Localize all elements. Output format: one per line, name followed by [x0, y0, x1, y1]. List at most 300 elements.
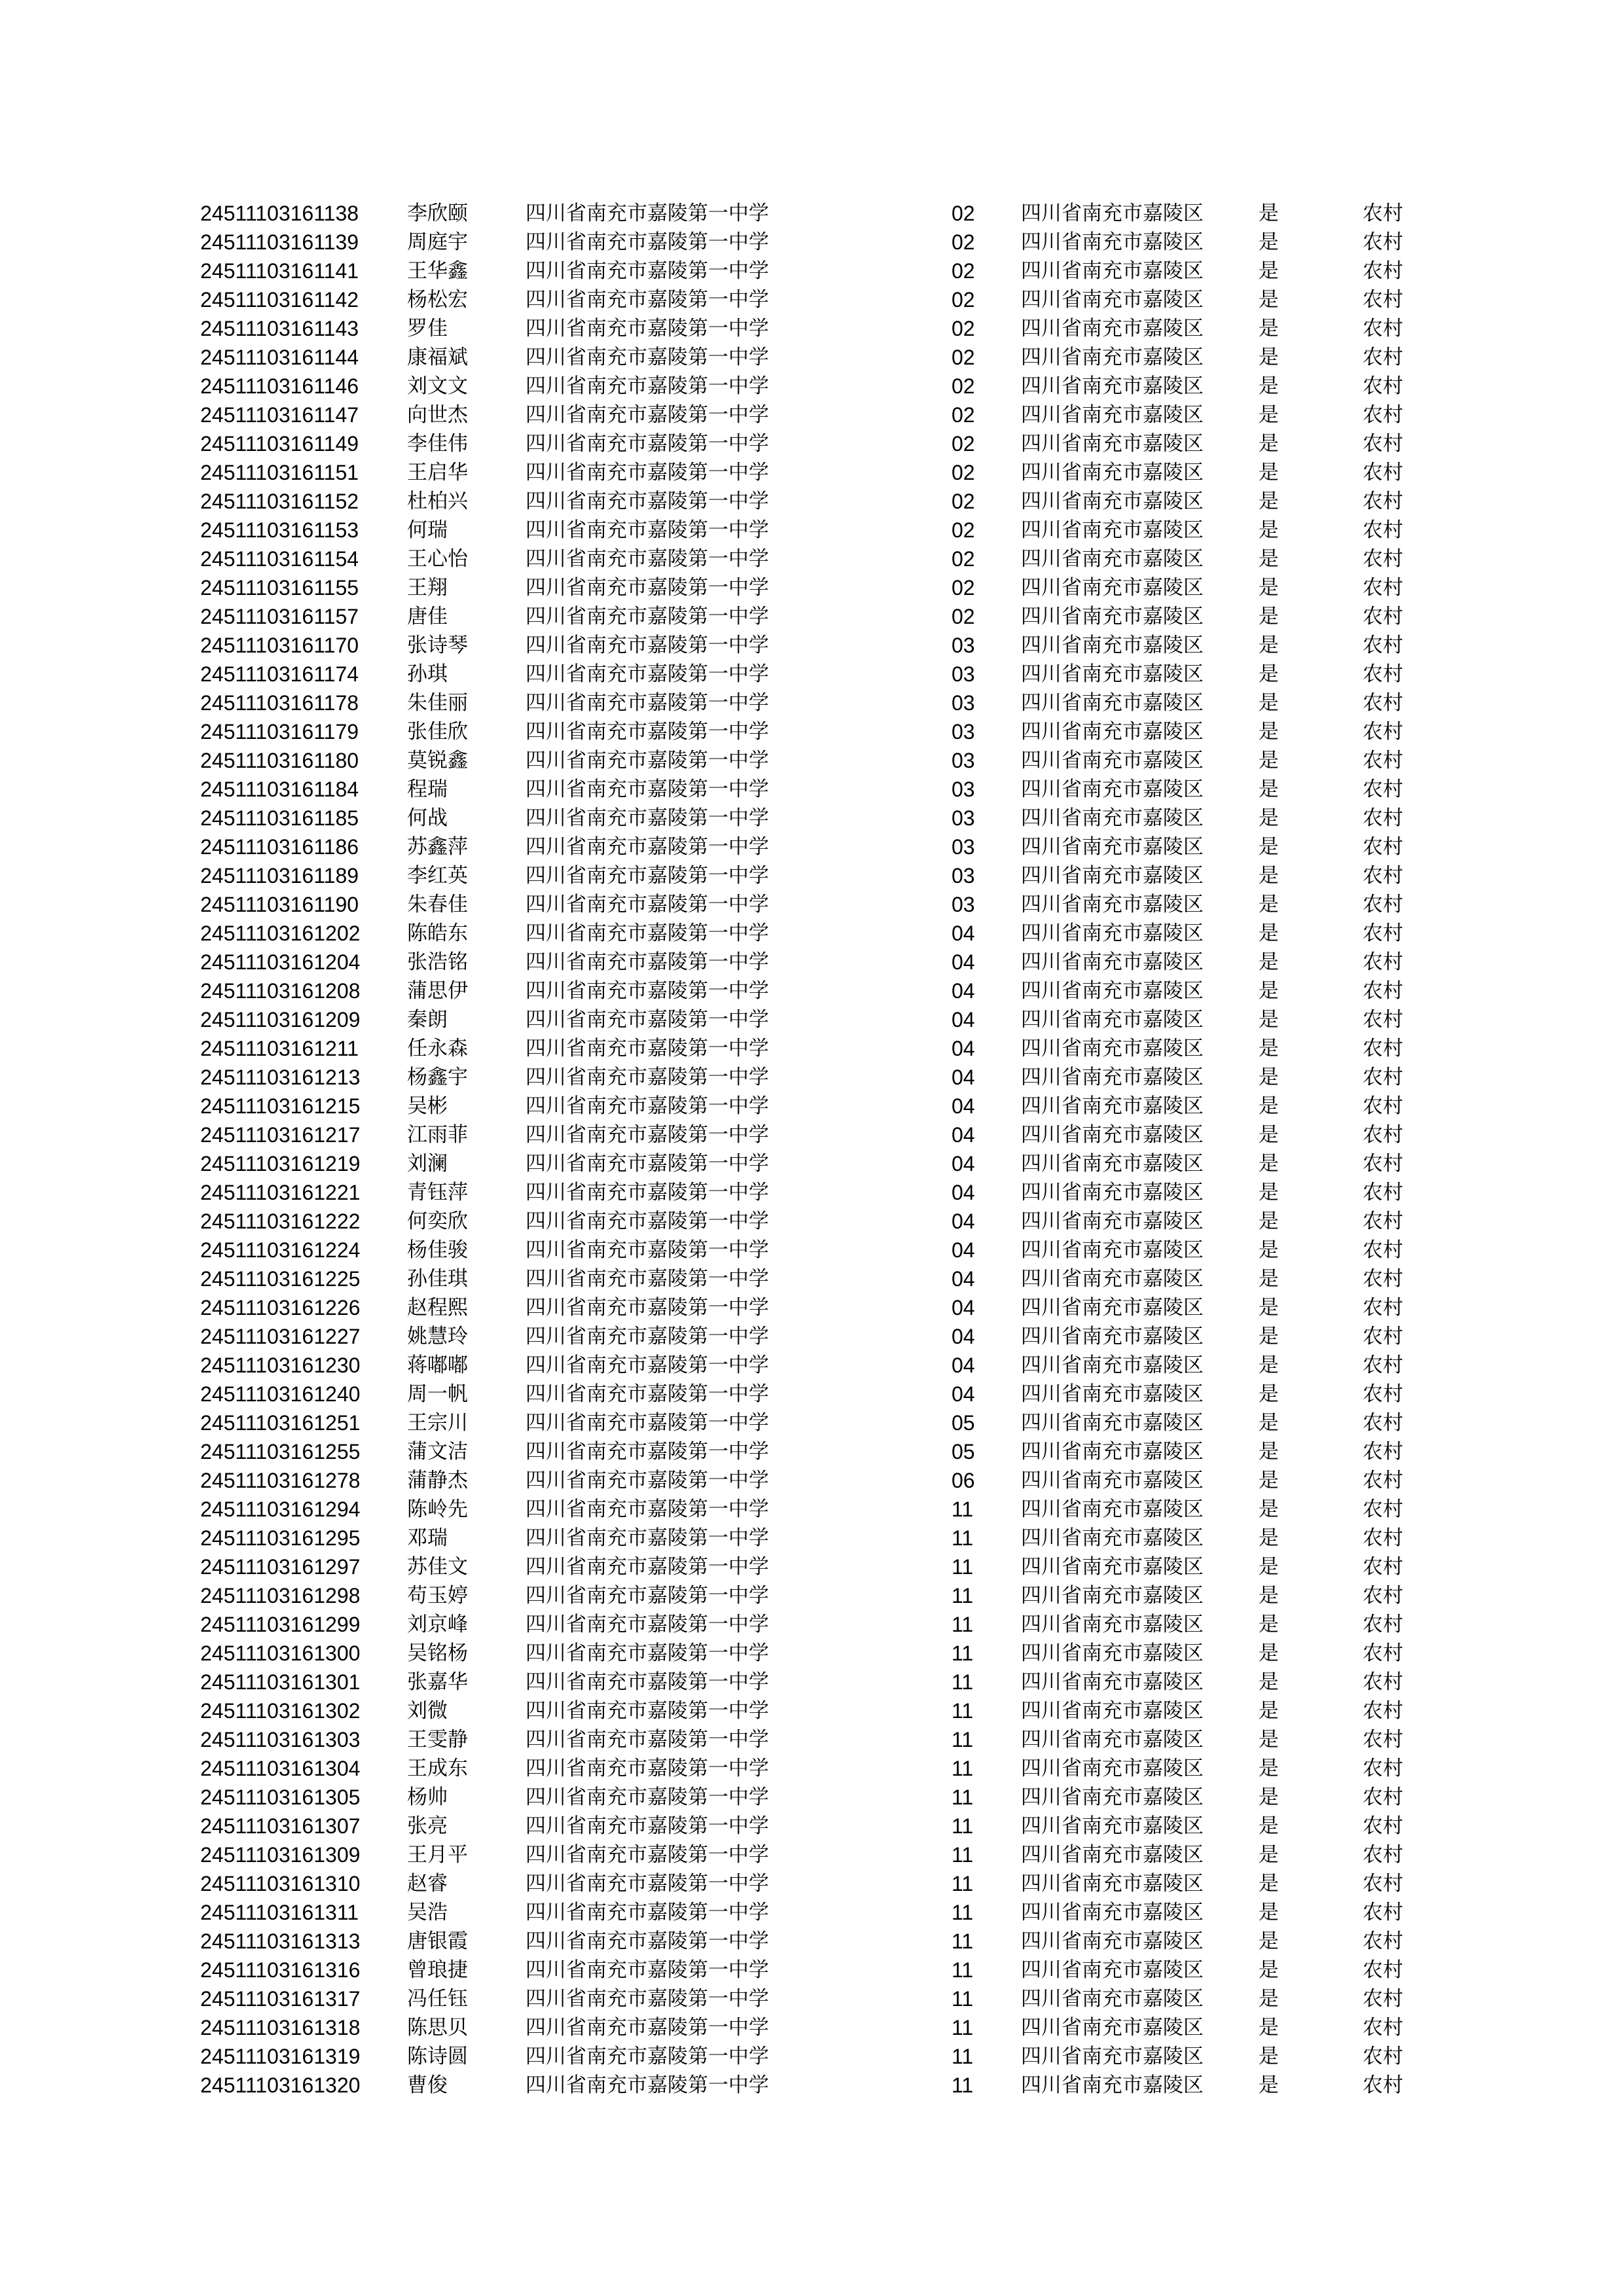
school-name-cell: 四川省南充市嘉陵第一中学 — [526, 1123, 769, 1147]
candidate-id-cell: 24511103161278 — [200, 1469, 361, 1492]
table-row — [0, 458, 1623, 487]
candidate-id-cell: 24511103161149 — [200, 432, 359, 456]
school-name-cell: 四川省南充市嘉陵第一中学 — [526, 1238, 769, 1262]
region-cell: 四川省南充市嘉陵区 — [1021, 1785, 1204, 1809]
residence-type-cell: 农村 — [1363, 1584, 1403, 1607]
student-name-cell: 周一帆 — [407, 1382, 468, 1406]
table-row — [0, 516, 1623, 545]
candidate-id-cell: 24511103161240 — [200, 1382, 361, 1406]
class-number-cell: 04 — [952, 950, 975, 974]
table-row — [0, 1927, 1623, 1956]
table-row — [0, 1956, 1623, 1984]
candidate-id-cell: 24511103161215 — [200, 1094, 361, 1118]
class-number-cell: 02 — [952, 403, 975, 427]
school-name-cell: 四川省南充市嘉陵第一中学 — [526, 1469, 769, 1492]
eligibility-flag-cell: 是 — [1258, 1469, 1279, 1492]
table-row — [0, 1754, 1623, 1783]
residence-type-cell: 农村 — [1363, 1814, 1403, 1838]
class-number-cell: 11 — [952, 1498, 974, 1521]
class-number-cell: 04 — [952, 1238, 975, 1262]
residence-type-cell: 农村 — [1363, 490, 1403, 513]
student-name-cell: 王雯静 — [407, 1728, 468, 1751]
eligibility-flag-cell: 是 — [1258, 720, 1279, 744]
table-row — [0, 1380, 1623, 1408]
region-cell: 四川省南充市嘉陵区 — [1021, 2045, 1204, 2068]
table-row — [0, 2042, 1623, 2071]
region-cell: 四川省南充市嘉陵区 — [1021, 749, 1204, 772]
school-name-cell: 四川省南充市嘉陵第一中学 — [526, 259, 769, 283]
residence-type-cell: 农村 — [1363, 1958, 1403, 1982]
residence-type-cell: 农村 — [1363, 1411, 1403, 1435]
class-number-cell: 05 — [952, 1411, 975, 1435]
table-row — [0, 1696, 1623, 1725]
student-name-cell: 刘澜 — [407, 1152, 448, 1175]
school-name-cell: 四川省南充市嘉陵第一中学 — [526, 1728, 769, 1751]
region-cell: 四川省南充市嘉陵区 — [1021, 1987, 1204, 2011]
class-number-cell: 04 — [952, 1123, 975, 1147]
school-name-cell: 四川省南充市嘉陵第一中学 — [526, 432, 769, 456]
table-row — [0, 977, 1623, 1005]
candidate-id-cell: 24511103161221 — [200, 1181, 361, 1204]
region-cell: 四川省南充市嘉陵区 — [1021, 518, 1204, 542]
region-cell: 四川省南充市嘉陵区 — [1021, 1757, 1204, 1780]
school-name-cell: 四川省南充市嘉陵第一中学 — [526, 1066, 769, 1089]
class-number-cell: 11 — [952, 1555, 974, 1579]
candidate-id-cell: 24511103161318 — [200, 2016, 361, 2039]
school-name-cell: 四川省南充市嘉陵第一中学 — [526, 691, 769, 715]
region-cell: 四川省南充市嘉陵区 — [1021, 1641, 1204, 1665]
school-name-cell: 四川省南充市嘉陵第一中学 — [526, 1181, 769, 1204]
school-name-cell: 四川省南充市嘉陵第一中学 — [526, 1498, 769, 1521]
residence-type-cell: 农村 — [1363, 864, 1403, 888]
candidate-id-cell: 24511103161179 — [200, 720, 359, 744]
student-name-cell: 姚慧玲 — [407, 1325, 468, 1348]
region-cell: 四川省南充市嘉陵区 — [1021, 605, 1204, 628]
class-number-cell: 02 — [952, 432, 975, 456]
school-name-cell: 四川省南充市嘉陵第一中学 — [526, 950, 769, 974]
school-name-cell: 四川省南充市嘉陵第一中学 — [526, 1267, 769, 1291]
student-name-cell: 莫锐鑫 — [407, 749, 468, 772]
student-name-cell: 苟玉婷 — [407, 1584, 468, 1607]
eligibility-flag-cell: 是 — [1258, 1498, 1279, 1521]
table-row — [0, 833, 1623, 861]
residence-type-cell: 农村 — [1363, 1872, 1403, 1895]
table-row — [0, 1466, 1623, 1495]
student-name-cell: 张诗琴 — [407, 634, 468, 657]
eligibility-flag-cell: 是 — [1258, 835, 1279, 859]
candidate-id-cell: 24511103161226 — [200, 1296, 361, 1319]
candidate-id-cell: 24511103161304 — [200, 1757, 361, 1780]
region-cell: 四川省南充市嘉陵区 — [1021, 893, 1204, 916]
candidate-id-cell: 24511103161297 — [200, 1555, 361, 1579]
eligibility-flag-cell: 是 — [1258, 691, 1279, 715]
candidate-id-cell: 24511103161157 — [200, 605, 359, 628]
eligibility-flag-cell: 是 — [1258, 1641, 1279, 1665]
table-row — [0, 343, 1623, 372]
residence-type-cell: 农村 — [1363, 547, 1403, 571]
student-name-cell: 曾琅捷 — [407, 1958, 468, 1982]
student-name-cell: 张浩铭 — [407, 950, 468, 974]
eligibility-flag-cell: 是 — [1258, 605, 1279, 628]
student-name-cell: 杨帅 — [407, 1785, 448, 1809]
class-number-cell: 02 — [952, 346, 975, 369]
student-name-cell: 秦朗 — [407, 1008, 448, 1031]
eligibility-flag-cell: 是 — [1258, 1296, 1279, 1319]
eligibility-flag-cell: 是 — [1258, 662, 1279, 686]
school-name-cell: 四川省南充市嘉陵第一中学 — [526, 1152, 769, 1175]
school-name-cell: 四川省南充市嘉陵第一中学 — [526, 202, 769, 225]
candidate-id-cell: 24511103161298 — [200, 1584, 361, 1607]
student-name-cell: 赵睿 — [407, 1872, 448, 1895]
student-name-cell: 蒲静杰 — [407, 1469, 468, 1492]
student-name-cell: 刘文文 — [407, 374, 468, 398]
student-name-cell: 李红英 — [407, 864, 468, 888]
residence-type-cell: 农村 — [1363, 1641, 1403, 1665]
residence-type-cell: 农村 — [1363, 1757, 1403, 1780]
eligibility-flag-cell: 是 — [1258, 374, 1279, 398]
student-name-cell: 唐银霞 — [407, 1929, 468, 1953]
school-name-cell: 四川省南充市嘉陵第一中学 — [526, 720, 769, 744]
student-name-cell: 朱春佳 — [407, 893, 468, 916]
eligibility-flag-cell: 是 — [1258, 2073, 1279, 2097]
candidate-id-cell: 24511103161219 — [200, 1152, 361, 1175]
school-name-cell: 四川省南充市嘉陵第一中学 — [526, 1901, 769, 1924]
residence-type-cell: 农村 — [1363, 346, 1403, 369]
school-name-cell: 四川省南充市嘉陵第一中学 — [526, 1296, 769, 1319]
residence-type-cell: 农村 — [1363, 1613, 1403, 1636]
table-row — [0, 1783, 1623, 1812]
candidate-id-cell: 24511103161154 — [200, 547, 359, 571]
eligibility-flag-cell: 是 — [1258, 950, 1279, 974]
eligibility-flag-cell: 是 — [1258, 432, 1279, 456]
candidate-id-cell: 24511103161294 — [200, 1498, 361, 1521]
region-cell: 四川省南充市嘉陵区 — [1021, 864, 1204, 888]
eligibility-flag-cell: 是 — [1258, 1382, 1279, 1406]
class-number-cell: 04 — [952, 1210, 975, 1233]
residence-type-cell: 农村 — [1363, 374, 1403, 398]
residence-type-cell: 农村 — [1363, 1267, 1403, 1291]
class-number-cell: 03 — [952, 720, 975, 744]
eligibility-flag-cell: 是 — [1258, 1440, 1279, 1463]
table-row — [0, 1149, 1623, 1178]
residence-type-cell: 农村 — [1363, 1785, 1403, 1809]
eligibility-flag-cell: 是 — [1258, 259, 1279, 283]
eligibility-flag-cell: 是 — [1258, 1670, 1279, 1694]
student-name-cell: 陈思贝 — [407, 2016, 468, 2039]
eligibility-flag-cell: 是 — [1258, 1238, 1279, 1262]
class-number-cell: 11 — [952, 1901, 974, 1924]
student-name-cell: 李佳伟 — [407, 432, 468, 456]
school-name-cell: 四川省南充市嘉陵第一中学 — [526, 403, 769, 427]
candidate-id-cell: 24511103161152 — [200, 490, 359, 513]
residence-type-cell: 农村 — [1363, 288, 1403, 312]
table-row — [0, 1265, 1623, 1293]
school-name-cell: 四川省南充市嘉陵第一中学 — [526, 346, 769, 369]
student-name-cell: 蒲思伊 — [407, 979, 468, 1003]
table-row — [0, 257, 1623, 285]
table-row — [0, 228, 1623, 257]
class-number-cell: 04 — [952, 1181, 975, 1204]
candidate-id-cell: 24511103161144 — [200, 346, 359, 369]
region-cell: 四川省南充市嘉陵区 — [1021, 490, 1204, 513]
table-row — [0, 1552, 1623, 1581]
school-name-cell: 四川省南充市嘉陵第一中学 — [526, 893, 769, 916]
candidate-id-cell: 24511103161217 — [200, 1123, 361, 1147]
residence-type-cell: 农村 — [1363, 1440, 1403, 1463]
student-name-cell: 杜柏兴 — [407, 490, 468, 513]
candidate-id-cell: 24511103161211 — [200, 1037, 359, 1060]
table-row — [0, 1812, 1623, 1840]
candidate-id-cell: 24511103161307 — [200, 1814, 361, 1838]
student-name-cell: 赵程熙 — [407, 1296, 468, 1319]
residence-type-cell: 农村 — [1363, 893, 1403, 916]
class-number-cell: 02 — [952, 317, 975, 340]
eligibility-flag-cell: 是 — [1258, 778, 1279, 801]
table-row — [0, 1178, 1623, 1207]
residence-type-cell: 农村 — [1363, 1181, 1403, 1204]
school-name-cell: 四川省南充市嘉陵第一中学 — [526, 778, 769, 801]
table-row — [0, 1207, 1623, 1236]
class-number-cell: 04 — [952, 1008, 975, 1031]
student-name-cell: 孙琪 — [407, 662, 448, 686]
class-number-cell: 02 — [952, 259, 975, 283]
class-number-cell: 02 — [952, 518, 975, 542]
region-cell: 四川省南充市嘉陵区 — [1021, 1555, 1204, 1579]
eligibility-flag-cell: 是 — [1258, 202, 1279, 225]
table-row — [0, 285, 1623, 314]
region-cell: 四川省南充市嘉陵区 — [1021, 1123, 1204, 1147]
student-name-cell: 唐佳 — [407, 605, 448, 628]
region-cell: 四川省南充市嘉陵区 — [1021, 835, 1204, 859]
residence-type-cell: 农村 — [1363, 1354, 1403, 1377]
residence-type-cell: 农村 — [1363, 518, 1403, 542]
class-number-cell: 03 — [952, 806, 975, 830]
candidate-id-cell: 24511103161316 — [200, 1958, 361, 1982]
candidate-id-cell: 24511103161213 — [200, 1066, 361, 1089]
residence-type-cell: 农村 — [1363, 1498, 1403, 1521]
residence-type-cell: 农村 — [1363, 720, 1403, 744]
school-name-cell: 四川省南充市嘉陵第一中学 — [526, 576, 769, 600]
eligibility-flag-cell: 是 — [1258, 1843, 1279, 1867]
table-row — [0, 602, 1623, 631]
table-row — [0, 545, 1623, 573]
region-cell: 四川省南充市嘉陵区 — [1021, 2016, 1204, 2039]
table-row — [0, 1005, 1623, 1034]
table-row — [0, 1984, 1623, 2013]
class-number-cell: 02 — [952, 576, 975, 600]
residence-type-cell: 农村 — [1363, 461, 1403, 484]
student-name-cell: 王翔 — [407, 576, 448, 600]
school-name-cell: 四川省南充市嘉陵第一中学 — [526, 1440, 769, 1463]
table-row — [0, 199, 1623, 228]
residence-type-cell: 农村 — [1363, 1210, 1403, 1233]
eligibility-flag-cell: 是 — [1258, 461, 1279, 484]
candidate-id-cell: 24511103161202 — [200, 922, 361, 945]
region-cell: 四川省南充市嘉陵区 — [1021, 1901, 1204, 1924]
residence-type-cell: 农村 — [1363, 1843, 1403, 1867]
student-name-cell: 王成东 — [407, 1757, 468, 1780]
eligibility-flag-cell: 是 — [1258, 1555, 1279, 1579]
class-number-cell: 05 — [952, 1440, 975, 1463]
eligibility-flag-cell: 是 — [1258, 1066, 1279, 1089]
region-cell: 四川省南充市嘉陵区 — [1021, 806, 1204, 830]
eligibility-flag-cell: 是 — [1258, 346, 1279, 369]
class-number-cell: 04 — [952, 1267, 975, 1291]
table-row — [0, 1063, 1623, 1092]
school-name-cell: 四川省南充市嘉陵第一中学 — [526, 230, 769, 254]
candidate-id-cell: 24511103161224 — [200, 1238, 361, 1262]
student-name-cell: 向世杰 — [407, 403, 468, 427]
eligibility-flag-cell: 是 — [1258, 2016, 1279, 2039]
student-name-cell: 程瑞 — [407, 778, 448, 801]
table-row — [0, 429, 1623, 458]
student-name-cell: 刘微 — [407, 1699, 448, 1723]
student-name-cell: 何奕欣 — [407, 1210, 468, 1233]
class-number-cell: 02 — [952, 461, 975, 484]
residence-type-cell: 农村 — [1363, 1094, 1403, 1118]
region-cell: 四川省南充市嘉陵区 — [1021, 1958, 1204, 1982]
residence-type-cell: 农村 — [1363, 1699, 1403, 1723]
candidate-id-cell: 24511103161319 — [200, 2045, 361, 2068]
class-number-cell: 11 — [952, 1584, 974, 1607]
residence-type-cell: 农村 — [1363, 2073, 1403, 2097]
student-name-cell: 朱佳丽 — [407, 691, 468, 715]
table-row — [0, 1668, 1623, 1696]
table-row — [0, 1322, 1623, 1351]
region-cell: 四川省南充市嘉陵区 — [1021, 1670, 1204, 1694]
region-cell: 四川省南充市嘉陵区 — [1021, 346, 1204, 369]
school-name-cell: 四川省南充市嘉陵第一中学 — [526, 1037, 769, 1060]
residence-type-cell: 农村 — [1363, 2045, 1403, 2068]
class-number-cell: 04 — [952, 1152, 975, 1175]
student-name-cell: 青钰萍 — [407, 1181, 468, 1204]
school-name-cell: 四川省南充市嘉陵第一中学 — [526, 749, 769, 772]
table-row — [0, 1898, 1623, 1927]
region-cell: 四川省南充市嘉陵区 — [1021, 1325, 1204, 1348]
region-cell: 四川省南充市嘉陵区 — [1021, 1469, 1204, 1492]
class-number-cell: 04 — [952, 1382, 975, 1406]
eligibility-flag-cell: 是 — [1258, 1584, 1279, 1607]
candidate-id-cell: 24511103161155 — [200, 576, 359, 600]
candidate-id-cell: 24511103161295 — [200, 1526, 361, 1550]
region-cell: 四川省南充市嘉陵区 — [1021, 1238, 1204, 1262]
region-cell: 四川省南充市嘉陵区 — [1021, 230, 1204, 254]
student-name-cell: 邓瑞 — [407, 1526, 448, 1550]
residence-type-cell: 农村 — [1363, 950, 1403, 974]
school-name-cell: 四川省南充市嘉陵第一中学 — [526, 1382, 769, 1406]
residence-type-cell: 农村 — [1363, 1296, 1403, 1319]
class-number-cell: 11 — [952, 2073, 974, 2097]
region-cell: 四川省南充市嘉陵区 — [1021, 1929, 1204, 1953]
candidate-id-cell: 24511103161189 — [200, 864, 359, 888]
school-name-cell: 四川省南充市嘉陵第一中学 — [526, 1411, 769, 1435]
table-row — [0, 1610, 1623, 1639]
region-cell: 四川省南充市嘉陵区 — [1021, 374, 1204, 398]
candidate-id-cell: 24511103161317 — [200, 1987, 361, 2011]
residence-type-cell: 农村 — [1363, 1037, 1403, 1060]
region-cell: 四川省南充市嘉陵区 — [1021, 1728, 1204, 1751]
residence-type-cell: 农村 — [1363, 230, 1403, 254]
candidate-id-cell: 24511103161174 — [200, 662, 359, 686]
class-number-cell: 04 — [952, 922, 975, 945]
candidate-id-cell: 24511103161138 — [200, 202, 359, 225]
table-row — [0, 2013, 1623, 2042]
region-cell: 四川省南充市嘉陵区 — [1021, 288, 1204, 312]
region-cell: 四川省南充市嘉陵区 — [1021, 432, 1204, 456]
eligibility-flag-cell: 是 — [1258, 1037, 1279, 1060]
table-row — [0, 573, 1623, 602]
table-row — [0, 1408, 1623, 1437]
student-name-cell: 陈诗圆 — [407, 2045, 468, 2068]
table-row — [0, 890, 1623, 919]
table-row — [0, 1639, 1623, 1668]
class-number-cell: 02 — [952, 490, 975, 513]
region-cell: 四川省南充市嘉陵区 — [1021, 1584, 1204, 1607]
residence-type-cell: 农村 — [1363, 691, 1403, 715]
eligibility-flag-cell: 是 — [1258, 1987, 1279, 2011]
candidate-id-cell: 24511103161305 — [200, 1785, 361, 1809]
region-cell: 四川省南充市嘉陵区 — [1021, 1037, 1204, 1060]
student-name-cell: 张佳欣 — [407, 720, 468, 744]
candidate-id-cell: 24511103161178 — [200, 691, 359, 715]
residence-type-cell: 农村 — [1363, 1987, 1403, 2011]
candidate-id-cell: 24511103161142 — [200, 288, 359, 312]
region-cell: 四川省南充市嘉陵区 — [1021, 1872, 1204, 1895]
class-number-cell: 03 — [952, 634, 975, 657]
class-number-cell: 04 — [952, 1296, 975, 1319]
region-cell: 四川省南充市嘉陵区 — [1021, 1210, 1204, 1233]
school-name-cell: 四川省南充市嘉陵第一中学 — [526, 1210, 769, 1233]
eligibility-flag-cell: 是 — [1258, 230, 1279, 254]
eligibility-flag-cell: 是 — [1258, 749, 1279, 772]
table-row — [0, 1351, 1623, 1380]
school-name-cell: 四川省南充市嘉陵第一中学 — [526, 835, 769, 859]
school-name-cell: 四川省南充市嘉陵第一中学 — [526, 317, 769, 340]
candidate-id-cell: 24511103161141 — [200, 259, 359, 283]
table-row — [0, 2071, 1623, 2100]
school-name-cell: 四川省南充市嘉陵第一中学 — [526, 1325, 769, 1348]
eligibility-flag-cell: 是 — [1258, 1008, 1279, 1031]
residence-type-cell: 农村 — [1363, 1901, 1403, 1924]
region-cell: 四川省南充市嘉陵区 — [1021, 1296, 1204, 1319]
residence-type-cell: 农村 — [1363, 202, 1403, 225]
table-row — [0, 1092, 1623, 1121]
class-number-cell: 11 — [952, 1699, 974, 1723]
region-cell: 四川省南充市嘉陵区 — [1021, 1411, 1204, 1435]
region-cell: 四川省南充市嘉陵区 — [1021, 259, 1204, 283]
region-cell: 四川省南充市嘉陵区 — [1021, 1267, 1204, 1291]
residence-type-cell: 农村 — [1363, 1929, 1403, 1953]
class-number-cell: 11 — [952, 1987, 974, 2011]
table-row — [0, 631, 1623, 660]
eligibility-flag-cell: 是 — [1258, 1411, 1279, 1435]
region-cell: 四川省南充市嘉陵区 — [1021, 461, 1204, 484]
student-name-cell: 吴浩 — [407, 1901, 448, 1924]
class-number-cell: 03 — [952, 835, 975, 859]
student-name-cell: 曹俊 — [407, 2073, 448, 2097]
candidate-id-cell: 24511103161139 — [200, 230, 359, 254]
school-name-cell: 四川省南充市嘉陵第一中学 — [526, 662, 769, 686]
region-cell: 四川省南充市嘉陵区 — [1021, 720, 1204, 744]
school-name-cell: 四川省南充市嘉陵第一中学 — [526, 1757, 769, 1780]
candidate-id-cell: 24511103161230 — [200, 1354, 361, 1377]
class-number-cell: 11 — [952, 1613, 974, 1636]
table-row — [0, 1495, 1623, 1524]
class-number-cell: 11 — [952, 1526, 974, 1550]
region-cell: 四川省南充市嘉陵区 — [1021, 1354, 1204, 1377]
candidate-id-cell: 24511103161320 — [200, 2073, 361, 2097]
residence-type-cell: 农村 — [1363, 605, 1403, 628]
